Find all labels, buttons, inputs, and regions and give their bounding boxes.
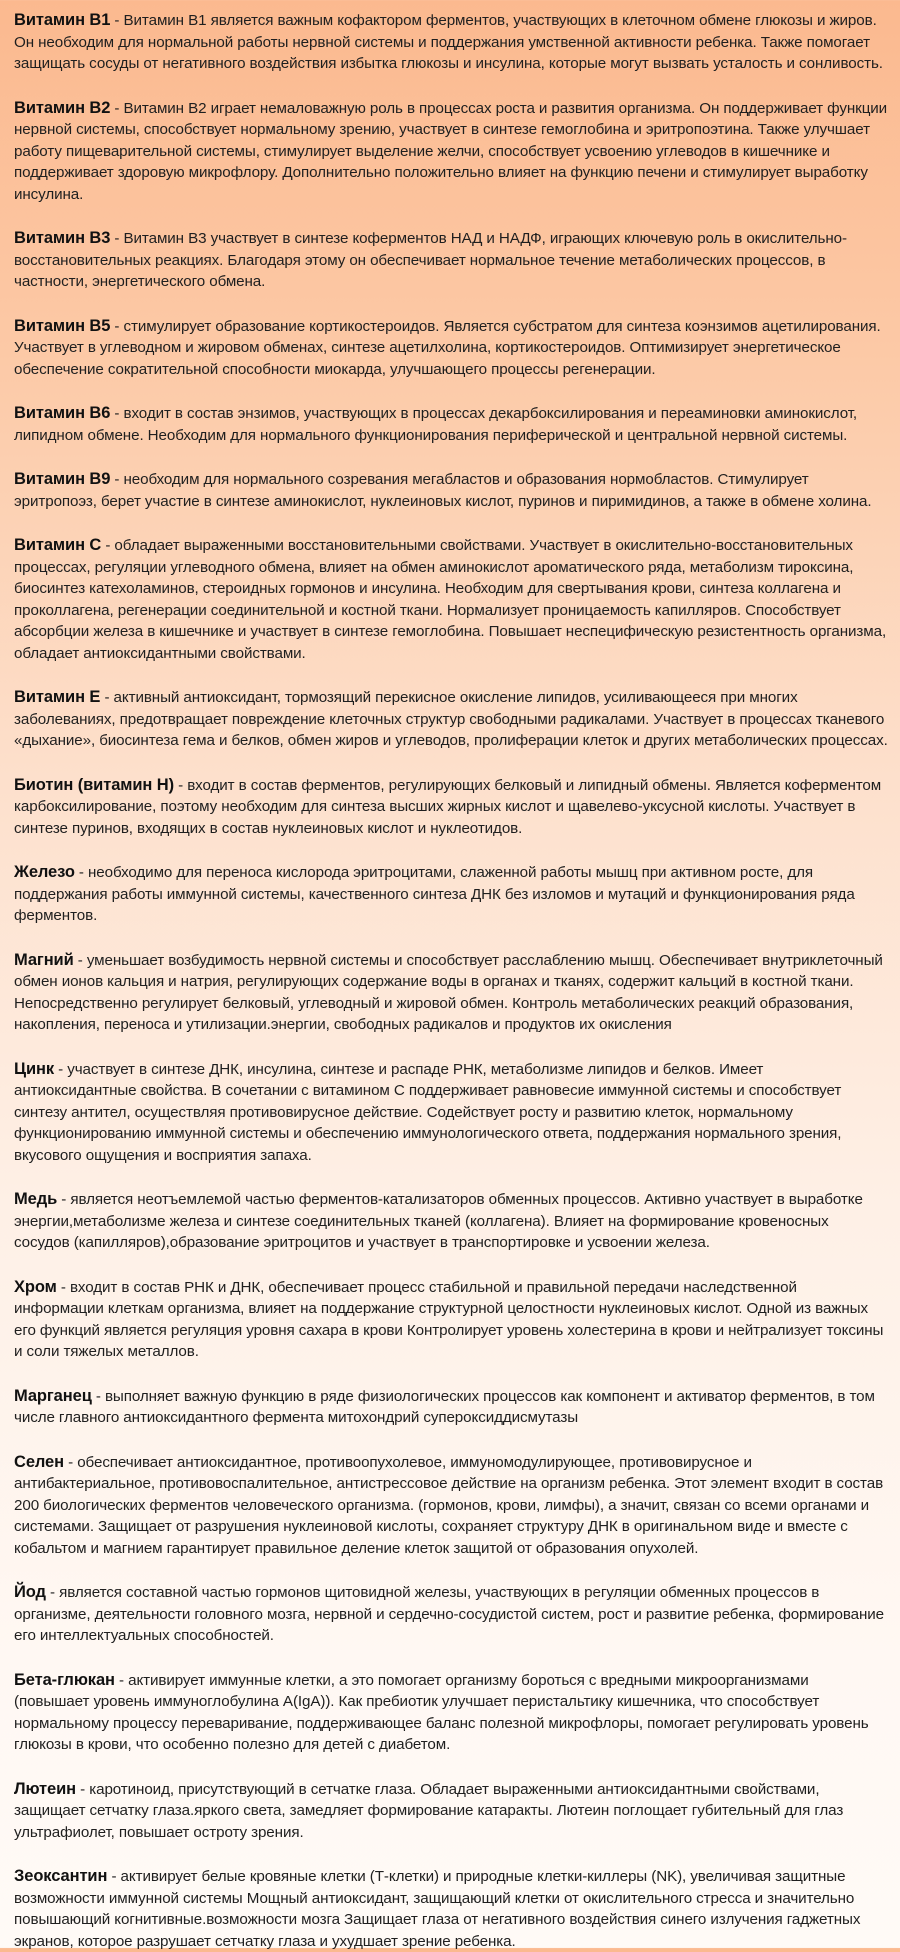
entry-text: - Витамин В1 является важным кофактором ферментов, участвующих в клеточном обмене глюкозы и жиров. Он необходим для нормальной работы нервной системы и поддержания умственной активности ребенка. Также помогает защищать сосуды от негативного воздействия избытка глюкозы и инсулина, которые могут вызвать усталость и сонливость. (14, 12, 883, 72)
entry-zeaxanthin (14, 1866, 888, 1952)
entry-vitamin-c (14, 535, 888, 664)
entry-zinc (14, 1059, 888, 1167)
entry-term: Биотин (витамин Н) (14, 775, 174, 794)
entry-text: - обеспечивает антиоксидантное, противоопухолевое, иммуномодулирующее, противовирусное и антибактериальное, противовоспалительное, антистрессовое действие на организм ребенка. Этот элемент входит в состав 200 биологических ферментов человеческого организма. (гормонов, крови, лимфы), а значит, связан со всеми органами и системами. Защищает от разрушения нуклеиновой кислоты, сохраняет структуру ДНК в оригинальном виде и вместе с кобальтом и магнием гарантирует правильное деление клеток защитой от образования опухолей. (14, 1453, 884, 1557)
entry-term: Зеоксантин (14, 1867, 108, 1885)
entry-term: Лютеин (14, 1779, 77, 1798)
entry-term: Витамин В5 (14, 316, 111, 335)
entry-term: Витамин В3 (14, 229, 111, 247)
entry-iron (14, 862, 888, 927)
entry-manganese (14, 1386, 888, 1429)
entry-biotin (14, 775, 888, 840)
entry-term: Марганец (14, 1386, 92, 1405)
entry-text: - входит в состав энзимов, участвующих в процессах декарбоксилирования и переаминовки аминокислот, липидном обмене. Необходим для нормального функционирования периферической и центральной нервной системы. (14, 405, 858, 444)
entry-vitamin-b2 (14, 98, 888, 206)
entry-term: Витамин В6 (14, 404, 111, 422)
entry-text: - является составной частью гормонов щитовидной железы, участвующих в регуляции обменных процессов в организме, деятельности головного мозга, нервной и сердечно-сосудистой систем, рост и развитие ребенка, формирование его интеллектуальных способностей. (14, 1584, 884, 1644)
entry-term: Магний (14, 950, 74, 969)
entry-text: - является неотъемлемой частью ферментов-катализаторов обменных процессов. Активно участвует в выработке энергии,метаболизме железа и синтезе соединительных тканей (коллагена). Влияет на формирование кровеносных сосудов (капилляров),образование эритроцитов и участвует в транспортировке и усвоении железа. (14, 1191, 863, 1251)
entry-selenium (14, 1452, 888, 1560)
entry-vitamin-b1 (14, 10, 888, 75)
entry-text: - Витамин В3 участвует в синтезе коферментов НАД и НАДФ, играющих ключевую роль в окислительно-восстановительных реакциях. Благодаря этому он обеспечивает нормальное течение метаболических процессов, в частности, энергетического обмена. (14, 230, 847, 290)
entry-vitamin-b6 (14, 403, 888, 446)
entry-text: - каротиноид, присутствующий в сетчатке глаза. Обладает выраженными антиоксидантными свойствами, защищает сетчатку глаза.яркого света, замедляет формирование катаракты. Лютеин поглощает губительный для глаз ультрафиолет, повышает остроту зрения. (14, 1780, 844, 1841)
entry-magnesium (14, 950, 888, 1036)
entry-text: - входит в состав РНК и ДНК, обеспечивает процесс стабильной и правильной передачи наследственной информации клеткам организма, влияет на поддержание структурной целостности нуклеиновых кислот. Одной из важных его функций является регуляция уровня сахара в крови Контролирует уровень холестерина в крови и нейтрализует токсины и соли тяжелых металлов. (14, 1278, 884, 1360)
entry-vitamin-b9 (14, 469, 888, 512)
entry-term: Медь (14, 1190, 58, 1208)
entry-term: Цинк (14, 1059, 55, 1078)
entry-term: Витамин В9 (14, 470, 111, 488)
entry-term: Витамин В1 (14, 11, 111, 29)
entry-beta-glucan (14, 1670, 888, 1756)
entry-text: - активный антиоксидант, тормозящий перекисное окисление липидов, усиливающееся при многих заболеваниях, предотвращает повреждение клеточных структур свободными радикалами. Участвует в процессах тканевого «дыхание», биосинтеза гема и белков, обмен жиров и углеводов, пролиферации клеток и других метаболических процессах. (14, 689, 888, 749)
entry-iodine (14, 1582, 888, 1647)
entry-vitamin-e (14, 687, 888, 752)
entry-text: - Витамин В2 играет немаловажную роль в процессах роста и развития организма. Он поддерживает функции нервной системы, способствует нормальному зрению, участвует в синтезе гемоглобина и эритропоэтина. Также улучшает работу пищеварительной системы, стимулирует выделение желчи, способствует усвоению углеводов в кишечнике и поддерживает здоровую микрофлору. Дополнительно положительно влияет на функцию печени и стимулирует выработку инсулина. (14, 99, 888, 203)
entry-text: - необходимо для переноса кислорода эритроцитами, слаженной работы мышц при активном росте, для поддержания работы иммунной системы, качественного синтеза ДНК без изломов и мутаций и функционирования ряда ферментов. (14, 864, 855, 924)
entry-term: Йод (14, 1583, 46, 1601)
entry-term: Витамин В2 (14, 98, 111, 117)
entry-text: - уменьшает возбудимость нервной системы и способствует расслаблению мышц. Обеспечивает внутриклеточный обмен ионов кальция и натрия, регулирующих содержание воды в органах и тканях, содержит кальций в костной ткани. Непосредственно регулирует белковый, углеводный и жировой обмен. Контроль метаболических реакций образования, накопления, переноса и утилизации.энергии, свободных радикалов и продуктов их окисления (14, 951, 883, 1033)
entry-text: - стимулирует образование кортикостероидов. Является субстратом для синтеза коэнзимов ацетилирования. Участвует в углеводном и жировом обменах, синтезе ацетилхолина, кортикостероидов. Оптимизирует энергетическое обеспечение сократительной способности миокарда, улучшающего процессы регенерации. (14, 317, 881, 378)
entry-term: Хром (14, 1277, 57, 1296)
entry-text: - входит в состав ферментов, регулирующих белковый и липидный обмены. Является коферментом карбоксилирование, поэтому необходим для синтеза высших жирных кислот и щавелево-уксусной кислоты. Участвует в синтезе пуринов, входящих в состав нуклеиновых кислот и нуклеотидов. (14, 776, 882, 837)
entry-text: - активирует иммунные клетки, а это помогает организму бороться с вредными микроорганизмами (повышает уровень иммуноглобулина A(IgA)). Как пребиотик улучшает перистальтику кишечника, что способствует нормальному процессу переваривание, поддерживающее баланс полезной микрофлоры, помогает регулировать уровень глюкозы в крови, что особенно полезно для детей с диабетом. (14, 1671, 869, 1753)
entry-text: - необходим для нормального созревания мегабластов и образования нормобластов. Стимулирует эритропоэз, берет участие в синтезе аминокислот, нуклеиновых кислот, пуринов и пиримидинов, а также в обмене холина. (14, 471, 872, 510)
entry-text: - участвует в синтезе ДНК, инсулина, синтезе и распаде РНК, метаболизме липидов и белков. Имеет антиоксидантные свойства. В сочетании с витамином С поддерживает равновесие иммунной системы и способствует синтезу антител, осуществляя противовирусное действие. Содействует росту и развитию клеток, нормальному функционированию иммунной системы и обеспечению иммунологического ответа, поддержания нормального зрения, вкусового ощущения и восприятия запаха. (14, 1060, 842, 1164)
entry-term: Витамин Е (14, 688, 101, 706)
entry-term: Железо (14, 863, 75, 881)
entry-term: Селен (14, 1452, 64, 1471)
entry-lutein (14, 1779, 888, 1844)
entry-copper (14, 1189, 888, 1254)
entry-text: - активирует белые кровяные клетки (Т-клетки) и природные клетки-киллеры (NK), увеличивая защитные возможности иммунной системы Мощный антиоксидант, защищающий клетки от окислительного стресса и значительно повышающий когнитивные.возможности мозга Защищает глаза от негативного воздействия синего излучения гаджетных экранов, которое разрушает сетчатку глаза и ухудшает зрение ребенка. (14, 1868, 861, 1950)
entry-term: Витамин С (14, 536, 102, 554)
entry-term: Бета-глюкан (14, 1670, 115, 1689)
entry-vitamin-b5 (14, 316, 888, 381)
entry-chromium (14, 1277, 888, 1363)
entry-text: - обладает выраженными восстановительными свойствами. Участвует в окислительно-восстановительных процессах, регуляции углеводного обмена, влияет на обмен аминокислот ароматического ряда, метаболизм тироксина, биосинтез катехоламинов, стероидных гормонов и инсулина. Необходим для свертывания крови, синтеза коллагена и проколлагена, регенерации соединительной и костной ткани. Нормализует проницаемость капилляров. Способствует абсорбции железа в кишечнике и участвует в синтезе гемоглобина. Повышает неспецифическую резистентность организма, обладает антиоксидантными свойствами. (14, 537, 887, 662)
entry-text: - выполняет важную функцию в ряде физиологических процессов как компонент и активатор ферментов, в том числе главного антиоксидантного фермента митохондрий супероксиддисмутазы (14, 1387, 875, 1426)
entry-vitamin-b3 (14, 228, 888, 293)
